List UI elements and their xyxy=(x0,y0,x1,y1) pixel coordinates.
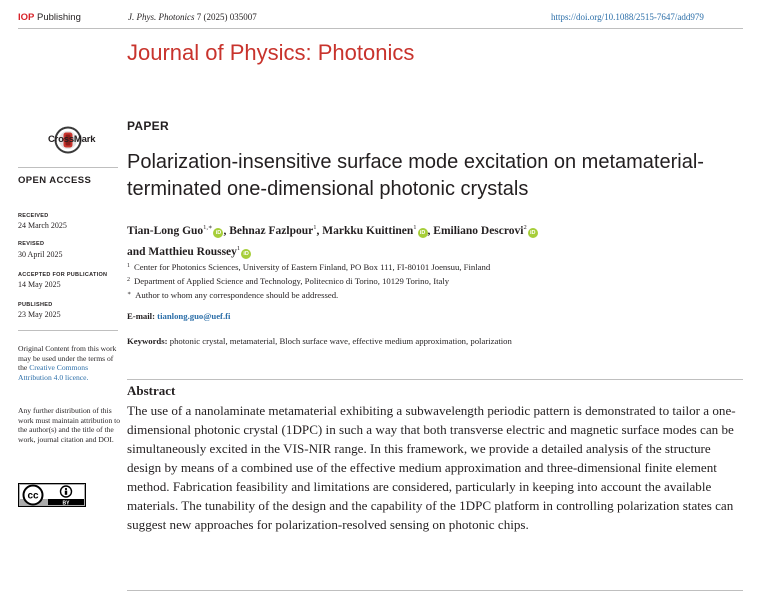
correspondence-note xyxy=(127,290,338,300)
author-separator: , xyxy=(223,225,230,237)
email-label: E-mail: xyxy=(127,311,155,321)
email-link[interactable]: tianlong.guo@uef.fi xyxy=(157,311,231,321)
publisher-logo xyxy=(18,12,81,23)
license-statement xyxy=(18,344,118,382)
author-name[interactable]: Tian-Long Guo xyxy=(127,225,204,237)
distribution-statement: Any further distribution of this work must maintain attribution to the author(s) and the title of the work, journal citation and DOI. xyxy=(18,406,121,444)
doi-link[interactable]: https://doi.org/10.1088/2515-7647/add979 xyxy=(551,12,704,22)
author-affiliation-mark: 1 xyxy=(413,224,417,231)
affiliation-mark: 1 xyxy=(127,263,130,269)
affiliation-2 xyxy=(127,276,449,286)
bottom-divider xyxy=(127,590,743,591)
journal-title: Journal of Physics: Photonics xyxy=(127,40,415,65)
author-name[interactable]: Behnaz Fazlpour xyxy=(229,225,314,237)
published-label: PUBLISHED xyxy=(18,302,53,308)
svg-text:cc: cc xyxy=(27,490,39,502)
correspondence-text: Author to whom any correspondence should be addressed. xyxy=(135,290,339,300)
affiliation-1 xyxy=(127,262,490,272)
open-access-divider xyxy=(18,167,118,168)
affiliation-mark: 2 xyxy=(127,277,130,283)
accepted-date: 14 May 2025 xyxy=(18,280,61,289)
cc-by-label: BY xyxy=(62,500,70,507)
crossmark-label[interactable]: CrossMark xyxy=(48,134,96,145)
cc-license-link[interactable]: Creative Commons Attribution 4.0 licence. xyxy=(18,363,89,382)
article-title: Polarization-insensitive surface mode excitation on metamaterial-terminated one-dimensional photonic crystals xyxy=(127,151,704,200)
abstract-text: The use of a nanolaminate metamaterial exhibiting a subwavelength periodic pattern is demonstrated to tailor a one-dimensional photonic crystal (1DPC) in such a way that both transverse electric and magnetic surface modes can be simultaneously excited in the VIS-NIR range. In this framework, we provide a detailed analysis of the structure design by means of a combined use of the effective medium approximation and three-dimensional finite element method. Fabrication feasibility and limitations are considered, particularly in keeping into account the available materials. The tunability of the design and the capability of the 1DPC platform in controlling polarization states can suggest new approaches for polarization-resolved sensing on photonic chips. xyxy=(127,403,736,532)
citation: 7 (2025) 035007 xyxy=(196,12,257,22)
publisher-suffix: Publishing xyxy=(37,12,81,23)
revised-label: REVISED xyxy=(18,241,45,247)
abstract-divider xyxy=(127,379,743,380)
journal-abbrev: J. Phys. Photonics xyxy=(128,12,195,22)
author-list xyxy=(127,219,727,261)
author-name[interactable]: Emiliano Descrovi xyxy=(433,225,524,237)
orcid-icon[interactable]: iD xyxy=(213,228,223,238)
abstract-heading: Abstract xyxy=(127,383,176,398)
orcid-icon[interactable]: iD xyxy=(418,228,428,238)
author-affiliation-mark: 1 xyxy=(236,245,241,252)
received-label: RECEIVED xyxy=(18,213,49,219)
publisher-brand: IOP xyxy=(18,12,35,23)
author-name[interactable]: and Matthieu Roussey xyxy=(127,246,237,258)
license-divider xyxy=(18,330,118,331)
revised-date: 30 April 2025 xyxy=(18,250,63,259)
author-name[interactable]: Markku Kuittinen xyxy=(322,225,414,237)
email-line xyxy=(127,311,230,321)
orcid-icon[interactable]: iD xyxy=(241,249,251,259)
published-date: 23 May 2025 xyxy=(18,310,61,319)
affiliation-mark: ∗ xyxy=(127,291,132,297)
journal-reference xyxy=(128,12,257,22)
header-divider xyxy=(18,28,743,29)
license-prefix: Original Content from this work may be used under the terms of the xyxy=(18,344,117,373)
author-separator: , xyxy=(427,225,434,237)
keywords-text: photonic crystal, metamaterial, Bloch surface wave, effective medium approximation, polarization xyxy=(169,336,512,346)
author-separator: , xyxy=(316,225,323,237)
author-affiliation-mark: 1 xyxy=(313,224,317,231)
keywords-line xyxy=(127,336,512,346)
open-access-label: OPEN ACCESS xyxy=(18,175,92,186)
orcid-icon[interactable]: iD xyxy=(528,228,538,238)
author-affiliation-mark: 1,∗ xyxy=(203,224,213,231)
author-affiliation-mark: 2 xyxy=(523,224,527,231)
received-date: 24 March 2025 xyxy=(18,221,67,230)
affiliation-text: Department of Applied Science and Technology, Politecnico di Torino, 10129 Torino, Italy xyxy=(134,276,450,286)
accepted-label: ACCEPTED FOR PUBLICATION xyxy=(18,272,108,278)
keywords-label: Keywords: xyxy=(127,336,168,346)
article-type: PAPER xyxy=(127,119,169,133)
cc-by-badge-icon[interactable] xyxy=(18,483,86,507)
affiliation-text: Center for Photonics Sciences, University of Eastern Finland, PO Box 111, FI-80101 Joensuu, Finland xyxy=(134,262,491,272)
